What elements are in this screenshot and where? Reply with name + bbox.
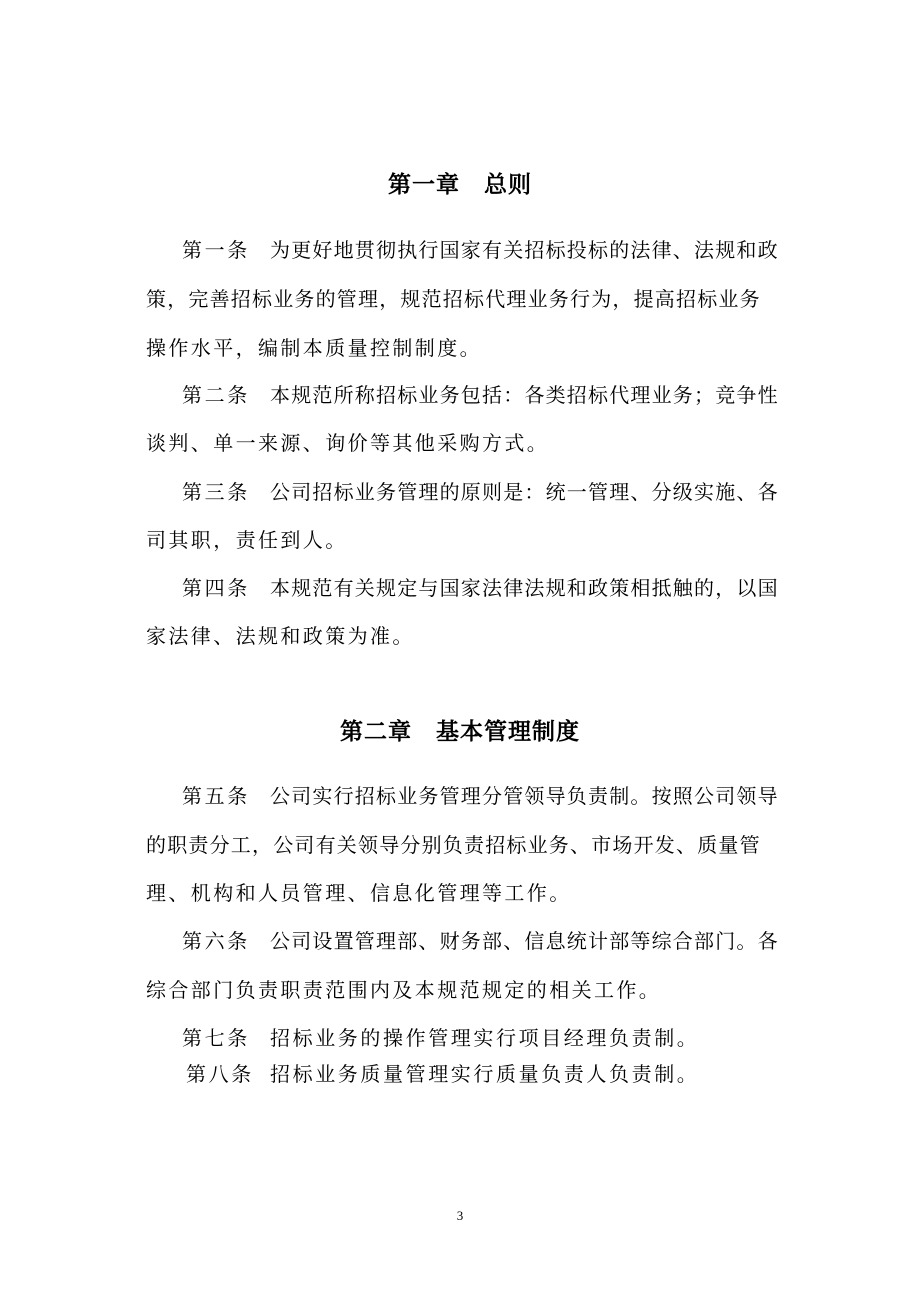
chapter-title: 第一章 总则 <box>388 172 532 198</box>
article-text-line: 家法律、法规和政策为准。 <box>146 624 415 648</box>
article-text-line: 公司设置管理部、财务部、信息统计部等综合部门。各 <box>270 929 779 953</box>
article-text-line: 本规范所称招标业务包括：各类招标代理业务；竞争性 <box>270 383 779 407</box>
article-text-line: 理、机构和人员管理、信息化管理等工作。 <box>146 881 572 905</box>
article-text-line: 为更好地贯彻执行国家有关招标投标的法律、法规和政 <box>270 238 779 262</box>
article-label: 第八条 <box>186 1062 254 1086</box>
article-text-line: 综合部门负责职责范围内及本规范规定的相关工作。 <box>146 978 662 1002</box>
article-text-line: 公司实行招标业务管理分管领导负责制。按照公司领导 <box>270 784 779 808</box>
article-text-line: 谈判、单一来源、询价等其他采购方式。 <box>146 431 550 455</box>
page-number: 3 <box>456 1208 464 1223</box>
chapter-title: 第二章 基本管理制度 <box>340 719 580 745</box>
article-label: 第三条 <box>182 480 250 504</box>
article-text-line: 操作水平，编制本质量控制制度。 <box>146 336 482 360</box>
article-text-line: 司其职，责任到人。 <box>146 528 348 552</box>
article-label: 第六条 <box>182 929 250 953</box>
article-text-line: 招标业务质量管理实行质量负责人负责制。 <box>270 1062 700 1086</box>
article-text-line: 招标业务的操作管理实行项目经理负责制。 <box>270 1026 700 1050</box>
article-text-line: 本规范有关规定与国家法律法规和政策相抵触的，以国 <box>270 576 779 600</box>
article-label: 第五条 <box>182 784 250 808</box>
article-text-line: 公司招标业务管理的原则是：统一管理、分级实施、各 <box>270 480 779 504</box>
article-label: 第四条 <box>182 576 250 600</box>
article-label: 第七条 <box>182 1026 250 1050</box>
article-text-line: 策，完善招标业务的管理，规范招标代理业务行为，提高招标业务 <box>146 287 761 311</box>
article-label: 第二条 <box>182 383 250 407</box>
article-text-line: 的职责分工，公司有关领导分别负责招标业务、市场开发、质量管 <box>146 833 761 857</box>
article-label: 第一条 <box>182 238 250 262</box>
